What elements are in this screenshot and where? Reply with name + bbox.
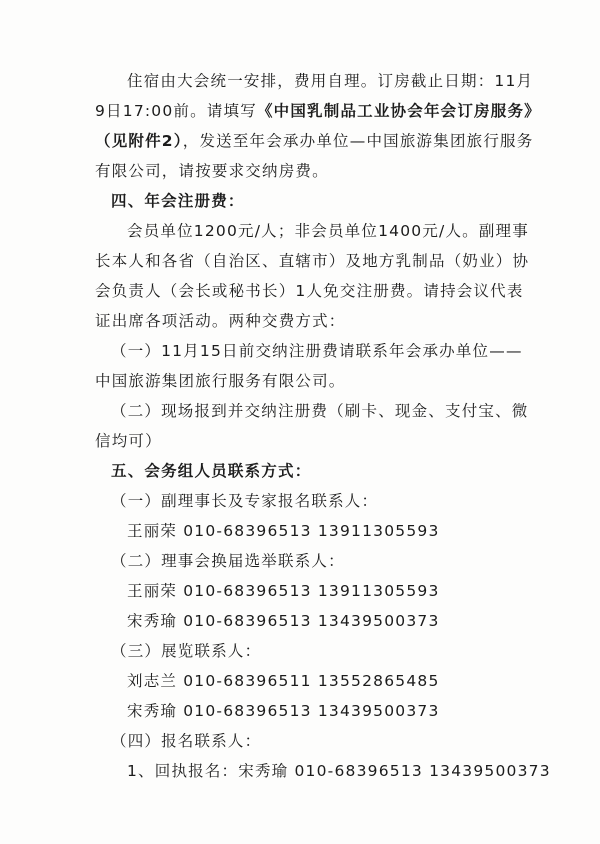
paragraph-accommodation-line-3 <box>95 130 533 152</box>
contact-entry: 刘志兰 010-68396511 13552865485 <box>127 672 440 690</box>
attachment-reference: （见附件2） <box>95 132 183 150</box>
deadline-text: 9日17:00前。请填写 <box>95 102 257 120</box>
payment-method-1-line-1: （一）11月15日前交纳注册费请联系年会承办单位—— <box>111 342 523 360</box>
booking-form-title: 《中国乳制品工业协会年会订房服务》 <box>256 102 541 120</box>
paragraph-fee-line-4: 证出席各项活动。两种交费方式： <box>95 312 346 330</box>
contact-group-registration: （四）报名联系人： <box>111 732 262 750</box>
contact-entry: 宋秀瑜 010-68396513 13439500373 <box>127 612 440 630</box>
payment-method-2-line-1: （二）现场报到并交纳注册费（刷卡、现金、支付宝、微 <box>111 402 529 420</box>
paragraph-fee-line-3: 会负责人（会长或秘书长）1人免交注册费。请持会议代表 <box>95 282 524 300</box>
contact-group-exhibition: （三）展览联系人： <box>111 642 262 660</box>
contact-entry-receipt: 1、回执报名：宋秀瑜 010-68396513 13439500373 <box>127 762 551 780</box>
paragraph-accommodation-line-4: 有限公司，请按要求交纳房费。 <box>95 162 329 180</box>
contact-entry: 宋秀瑜 010-68396513 13439500373 <box>127 702 440 720</box>
paragraph-accommodation-line-2 <box>95 100 541 122</box>
paragraph-fee-line-1: 会员单位1200元/人；非会员单位1400元/人。副理事 <box>127 222 529 240</box>
section-heading-contacts: 五、会务组人员联系方式： <box>111 462 312 480</box>
send-to-text: ，发送至年会承办单位—中国旅游集团旅行服务 <box>182 132 534 150</box>
section-heading-registration-fee: 四、年会注册费： <box>111 192 245 210</box>
payment-method-1-line-2: 中国旅游集团旅行服务有限公司。 <box>95 372 346 390</box>
contact-entry: 王丽荣 010-68396513 13911305593 <box>127 522 440 540</box>
contact-group-election: （二）理事会换届选举联系人： <box>111 552 345 570</box>
payment-method-2-line-2: 信均可） <box>95 432 162 450</box>
paragraph-accommodation-line-1: 住宿由大会统一安排，费用自理。订房截止日期：11月 <box>127 72 534 90</box>
paragraph-fee-line-2: 长本人和各省（自治区、直辖市）及地方乳制品（奶业）协 <box>95 252 530 270</box>
contact-group-vice-chair: （一）副理事长及专家报名联系人： <box>111 492 379 510</box>
contact-entry: 王丽荣 010-68396513 13911305593 <box>127 582 440 600</box>
